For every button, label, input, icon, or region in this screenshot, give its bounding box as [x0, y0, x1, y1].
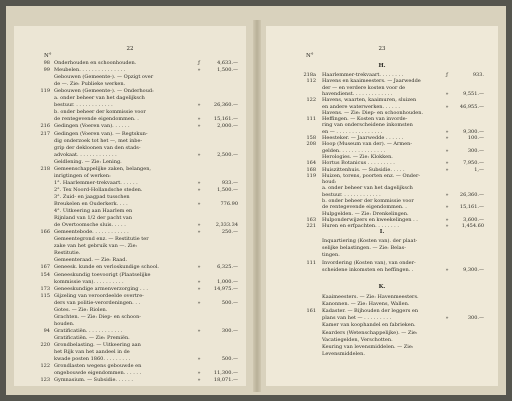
right-page — [266, 26, 498, 386]
entry-amount: 500.— — [221, 299, 238, 306]
entry-row — [14, 363, 246, 369]
entry-amount: 26,360.— — [213, 102, 238, 109]
entry-row — [266, 129, 498, 135]
entry-number: 218 — [40, 165, 50, 172]
entry-row — [266, 141, 498, 147]
entry-text: bestuur. . . . . . . . . . . . . — [54, 102, 113, 109]
entry-text: Havens en kaaimeesters. — Jaarwedde — [322, 78, 421, 85]
entry-text: Kadaster. — Bijhouden der leggers en — [322, 308, 419, 315]
entry-row — [266, 301, 498, 307]
entry-row — [266, 267, 498, 273]
entry-text: Gedingen (Voeren van). . . . . . — [54, 123, 130, 130]
entry-amount: 100.— — [467, 135, 484, 141]
entry-text: Keuring van levensmiddelen. — Zie: — [322, 343, 414, 350]
entry-number: 111 — [306, 259, 316, 266]
entry-row — [14, 314, 246, 320]
entry-text: Hulpgelden. — Zie: Drenkelingen. — [322, 210, 409, 217]
entry-text: Geneeskundige armenverzorging . . . — [54, 285, 148, 292]
entry-text: Vacatiegelden, Verschotten. — [322, 336, 393, 343]
entry-text: Onderhouden en schoonhouden. — [54, 60, 137, 66]
entry-number: 119 — [40, 88, 50, 95]
entry-text: de —. Zie: Publieke werken. — [54, 81, 126, 88]
entry-row — [14, 166, 246, 172]
entry-row — [266, 179, 498, 185]
entry-text: 1°. Haarlemmer-trekvaart. . . . . . — [54, 179, 138, 186]
entry-amount: 11,300.— — [213, 370, 238, 377]
entry-text: Hoop (Museum van der). — Armen- — [322, 141, 413, 148]
entry-text: Levensmiddelen. — [322, 350, 365, 357]
entry-row — [14, 243, 246, 249]
currency-mark: » — [197, 116, 201, 123]
entry-row — [14, 236, 246, 242]
entry-row — [14, 272, 246, 278]
entry-text: Geneesk. kunde en verloskundige school. — [54, 264, 160, 271]
currency-mark: » — [197, 67, 201, 74]
entry-amount: 1,500.— — [217, 186, 238, 193]
entry-text: Gemeentebode. . . . . . . . . . . . — [54, 229, 129, 236]
currency-mark: » — [197, 151, 201, 158]
currency-mark: ƒ — [198, 60, 200, 66]
entry-text: tingen. — [322, 252, 340, 259]
entry-text: dig onderzoek tot het —, met inbe- — [54, 137, 143, 144]
currency-mark: ƒ — [446, 72, 448, 78]
entry-text: Gratificatiën. — Zie: Premiën. — [54, 334, 130, 341]
entry-text: advokaat. . . . . . . . . . . . . — [54, 151, 117, 158]
entry-row — [14, 152, 246, 158]
currency-mark: » — [445, 216, 449, 223]
section-heading-k: K. — [378, 284, 386, 290]
entry-text: ring van onderscheidene inkomsten — [322, 122, 413, 129]
entry-text: en andere waterwerken. . . . . . — [322, 103, 401, 110]
currency-mark: » — [445, 223, 449, 230]
entry-row — [14, 67, 246, 73]
entry-text: selijke belastingen. — Zie: Belas- — [322, 245, 406, 252]
entry-row — [14, 123, 246, 129]
entry-number: 216 — [40, 123, 50, 130]
entry-amount: 933.— — [221, 179, 238, 186]
entry-row — [266, 72, 498, 78]
entry-text: houd: — [322, 179, 337, 186]
entry-text: Heffingen. — Kosten van invorde- — [322, 116, 408, 123]
entry-text: ders van politie-verordeningen. . . — [54, 299, 141, 306]
entry-amount: 1,454.60 — [461, 223, 484, 230]
entry-number: 168 — [306, 166, 316, 173]
entry-number: 166 — [40, 229, 50, 236]
entry-amount: 14,975.— — [213, 285, 238, 292]
entry-row — [14, 81, 246, 87]
entry-text: Haarlemmer-trekvaart. . . . . . . . — [322, 72, 404, 78]
entry-row — [266, 211, 498, 217]
entry-row — [266, 185, 498, 191]
entry-text: en — . . . . . . . . . . . . . . . — [322, 128, 383, 135]
entry-row — [14, 229, 246, 235]
entry-text: plans van het — . . . . . . . . . — [322, 315, 392, 322]
number-column-label: N° — [44, 53, 52, 59]
entry-number: 163 — [306, 216, 316, 223]
entry-text: kommissie van). . . . . . . . . . — [54, 278, 124, 285]
entry-row — [14, 342, 246, 348]
entry-number: 123 — [40, 377, 50, 384]
currency-mark: » — [197, 327, 201, 334]
entry-text: Gebouwen (Gemeente-). — Onderhoud: — [54, 88, 154, 95]
entry-row — [266, 167, 498, 173]
entry-row — [14, 250, 246, 256]
entry-text: ongebouwde eigendommen. . . . . . — [54, 370, 142, 377]
page-number: 22 — [126, 46, 134, 52]
entry-number: 164 — [306, 160, 316, 167]
currency-mark: » — [197, 278, 201, 285]
entry-text: Hortus Botanicus . . . . . . . . . — [322, 160, 395, 167]
entry-text: Geldlening. — Zie: Lening. — [54, 158, 122, 165]
entry-text: Kamer van koophandel en fabrieken. — [322, 322, 416, 329]
currency-mark: » — [445, 266, 449, 273]
entry-text: Grachten. — Zie: Diep- en schoon- — [54, 313, 141, 320]
currency-mark: » — [197, 102, 201, 109]
entry-amount: 26,360.— — [459, 191, 484, 198]
entry-text: grip der dekloonen van den stads- — [54, 144, 141, 151]
entry-amount: 46,955.— — [459, 103, 484, 110]
entry-number: 119 — [306, 172, 316, 179]
entry-text: Restitutie. — [54, 250, 81, 257]
entry-number: 122 — [306, 97, 316, 104]
currency-mark: » — [445, 128, 449, 135]
entry-row — [266, 104, 498, 110]
entry-text: Geneeskundig toevoorigt (Plaatselijke — [54, 271, 151, 278]
entry-row — [14, 180, 246, 186]
entry-text: Grondbelasting. — Uitkeering aan — [54, 342, 141, 348]
entry-row — [14, 335, 246, 341]
entry-row — [14, 109, 246, 115]
page-number: 23 — [378, 46, 386, 52]
entry-row — [14, 60, 246, 66]
entry-row — [14, 208, 246, 214]
entry-amount: 933. — [472, 72, 484, 78]
entry-text: Kaaimeesters. — Zie: Havenmeesters. — [322, 294, 419, 300]
entry-row — [266, 322, 498, 328]
entry-number: 98 — [43, 60, 50, 66]
currency-mark: » — [445, 191, 449, 198]
entry-number: 94 — [43, 327, 50, 334]
entry-text: gelden. . . . . . . . . . . . . . . — [322, 147, 386, 154]
entry-amount: 300.— — [221, 327, 238, 334]
entry-text: houden. — [54, 320, 75, 327]
entry-text: de rentegevende eigendommen. . — [322, 204, 407, 211]
entry-text: de rentegevende eigendommen. . — [54, 116, 139, 123]
entry-row — [14, 201, 246, 207]
entry-row — [266, 315, 498, 321]
entry-row — [266, 91, 498, 97]
entry-text: scheidene inkomsten en heffingen. . — [322, 266, 414, 273]
entry-row — [14, 215, 246, 221]
entry-amount: 2,333.34 — [215, 222, 238, 229]
open-book — [6, 6, 506, 395]
entry-amount: 300.— — [467, 315, 484, 322]
entry-amount: 500.— — [221, 356, 238, 363]
entry-row — [266, 78, 498, 84]
entry-text: Kearders (Wetenschappelijke). — Zie: — [322, 329, 418, 336]
entry-row — [266, 173, 498, 179]
entry-number: 218a — [303, 72, 316, 78]
entry-text: Herologies. — Zie: Klokken. — [322, 153, 393, 160]
entry-row — [14, 74, 246, 80]
currency-mark: » — [197, 179, 201, 186]
section-heading-i: I. — [379, 229, 385, 235]
entry-text: Gymnasium. — Subsidie. . . . . . — [54, 377, 133, 384]
entry-text: de Overtoomsche sluis. . . . . — [54, 222, 126, 229]
book-spine — [253, 20, 261, 392]
entry-row — [14, 321, 246, 327]
entry-row — [266, 154, 498, 160]
entry-amount: 7,950.— — [463, 160, 484, 167]
entry-text: 3°. Zuid- en jaagpad tusschen — [54, 193, 130, 200]
entry-row — [266, 110, 498, 116]
entry-row — [266, 135, 498, 141]
entry-text: b. onder beheer der kommissie voor — [54, 109, 146, 116]
entry-amount: 9,300.— — [463, 266, 484, 273]
entry-row — [266, 294, 498, 300]
entry-row — [266, 85, 498, 91]
entry-text: Gemeenteraad. — Zie: Raad. — [54, 257, 128, 264]
entry-text: Gemeentegrond enz. — Restitutie ter — [54, 236, 149, 243]
currency-mark: » — [197, 222, 201, 229]
entry-row — [14, 102, 246, 108]
entry-row — [266, 217, 498, 223]
number-column-label: N° — [306, 53, 314, 59]
entry-number: 122 — [40, 363, 50, 370]
entry-number: 220 — [40, 342, 50, 348]
currency-mark: » — [445, 90, 449, 97]
entry-number: 208 — [306, 141, 316, 148]
currency-mark: » — [197, 285, 201, 292]
currency-mark: » — [445, 315, 449, 322]
currency-mark: » — [445, 103, 449, 110]
entry-amount: 9,300.— — [463, 128, 484, 135]
entry-text: Havens. — Zie: Diep- en schoonhouden. — [322, 109, 424, 116]
currency-mark: » — [197, 299, 201, 306]
entry-number: 158 — [306, 135, 316, 141]
entry-text: b. onder beheer der kommissie voor — [322, 198, 414, 204]
entry-row — [266, 308, 498, 314]
entry-text: Gratificatiën. . . . . . . . . . . . — [54, 327, 123, 334]
entry-text: Huizen, torens, poorten enz. — Onder- — [322, 172, 421, 179]
entry-amount: 2,500.— — [217, 151, 238, 158]
entry-text: Rijnland van 1/2 der pacht van — [54, 215, 132, 222]
entry-row — [266, 122, 498, 128]
entry-row — [14, 159, 246, 165]
entry-row — [266, 252, 498, 258]
entry-text: Huiszittenhuis. — Subsidie. . . . . — [322, 166, 405, 173]
entry-row — [14, 370, 246, 376]
currency-mark: » — [197, 229, 201, 236]
entry-amount: 2,000.— — [217, 123, 238, 130]
currency-mark: » — [197, 123, 201, 130]
entry-row — [266, 337, 498, 343]
entry-text: Gotes. — Zie: Riolen. — [54, 306, 108, 313]
entry-row — [14, 187, 246, 193]
entry-row — [266, 198, 498, 204]
entry-text: Kanonnen. — Zie: Havens, Wallen. — [322, 301, 410, 308]
entry-number: 111 — [306, 116, 316, 123]
entry-amount: 15,161.— — [459, 204, 484, 211]
entry-row — [14, 300, 246, 306]
entry-amount: 18,071.— — [213, 377, 238, 384]
entry-row — [14, 264, 246, 270]
entry-text: havendienst. . . . . . . . . . . . . — [322, 90, 393, 97]
entry-amount: 15,161.— — [213, 116, 238, 123]
entry-number: 115 — [40, 292, 50, 299]
entry-row — [14, 131, 246, 137]
entry-text: Gemeenschappelijke zaken, belangen, — [54, 165, 152, 172]
entry-amount: 3,600.— — [463, 216, 484, 223]
entry-text: der — en verdere kosten voor de — [322, 84, 406, 91]
entry-text: Huren en erfpachten. . . . . . . . — [322, 223, 399, 230]
entry-amount: 4,633.— — [217, 60, 238, 66]
entry-text: Havens, waarten, kaaimuren, sluizen — [322, 97, 417, 104]
entry-row — [14, 307, 246, 313]
entry-row — [266, 344, 498, 350]
entry-text: Meubelen. . . . . . . . . . . . . . . — [54, 67, 126, 74]
entry-row — [14, 349, 246, 355]
entry-text: het Rijk van het aandeel in de — [54, 349, 130, 356]
entry-text: Inquartiering (Kosten van). der plaat- — [322, 238, 418, 244]
entry-row — [266, 204, 498, 210]
entry-amount: 250.— — [221, 229, 238, 236]
entry-number: 217 — [40, 130, 50, 137]
entry-amount: 776.90 — [220, 201, 238, 207]
entry-row — [266, 97, 498, 103]
entry-row — [14, 173, 246, 179]
entry-text: Breukelen en Ouderkerk. . . . — [54, 201, 128, 207]
currency-mark: » — [197, 370, 201, 377]
entry-amount: 9,551.— — [463, 90, 484, 97]
entry-row — [14, 328, 246, 334]
entry-number: 173 — [40, 285, 50, 292]
entry-text: Gijzeling van veroordeelde overtre- — [54, 292, 144, 299]
currency-mark: » — [197, 264, 201, 271]
entry-text: 4°. Uitkeering aan Haarlem en — [54, 208, 133, 215]
entry-amount: 1,000.— — [217, 278, 238, 285]
currency-mark: » — [445, 204, 449, 211]
currency-mark: » — [445, 147, 449, 154]
currency-mark: » — [197, 186, 201, 193]
entry-amount: 6,325.— — [217, 264, 238, 271]
entry-text: Gebouwen (Gemeente-). — Opzigt over — [54, 74, 154, 81]
currency-mark: » — [197, 201, 201, 207]
entry-number: 167 — [40, 264, 50, 271]
entry-number: 221 — [306, 223, 316, 230]
entry-text: 2°. Tex Noord-Hollandsche steden. — [54, 186, 143, 193]
currency-mark: » — [445, 166, 449, 173]
entry-row — [14, 293, 246, 299]
entry-text: Grondlasten wegens gebouwde en — [54, 363, 142, 370]
entry-amount: 1,500.— — [217, 67, 238, 74]
entry-row — [14, 116, 246, 122]
entry-text: Gedingen (Voeren van). — Regtskun- — [54, 130, 148, 137]
left-page — [14, 26, 246, 386]
entry-row — [14, 377, 246, 383]
entry-text: bestuur. . . . . . . . . . . . . — [322, 191, 381, 198]
entry-amount: 1,— — [474, 166, 484, 173]
entry-text: kwade posten 1860. . . . . . . . . — [54, 356, 131, 363]
currency-mark: » — [445, 160, 449, 167]
entry-row — [14, 194, 246, 200]
entry-row — [266, 351, 498, 357]
entry-number: 112 — [306, 78, 316, 85]
currency-mark: » — [197, 377, 201, 384]
entry-text: inrigtingen of werken: — [54, 172, 111, 179]
entry-text: a. onder beheer van het dagelijksch — [322, 185, 413, 192]
entry-row — [14, 138, 246, 144]
entry-row — [266, 192, 498, 198]
entry-text: Hulponderwijzers en kweekelingen . . — [322, 216, 418, 223]
entry-row — [266, 260, 498, 266]
entry-row — [266, 116, 498, 122]
entry-row — [14, 356, 246, 362]
entry-text: a. onder beheer van het dagelijksch — [54, 95, 145, 102]
entry-row — [14, 279, 246, 285]
entry-text: Invordering (Kosten van), van onder- — [322, 259, 416, 266]
entry-number: 154 — [40, 271, 50, 278]
currency-mark: » — [445, 135, 449, 141]
entry-row — [14, 95, 246, 101]
entry-amount: 300.— — [467, 147, 484, 154]
entry-number: 161 — [306, 308, 316, 315]
entry-row — [266, 245, 498, 251]
entry-row — [266, 148, 498, 154]
entry-row — [266, 330, 498, 336]
currency-mark: » — [197, 356, 201, 363]
entry-row — [266, 238, 498, 244]
entry-row — [14, 286, 246, 292]
entry-number: 99 — [43, 67, 50, 74]
entry-text: Heesteker. — Jaarwedde . . . . . . — [322, 135, 404, 141]
entry-row — [14, 222, 246, 228]
entry-row — [14, 88, 246, 94]
entry-row — [266, 160, 498, 166]
section-heading-h: H. — [378, 63, 386, 69]
entry-text: zake van het gebruik van —. Zie: — [54, 243, 138, 250]
entry-row — [14, 257, 246, 263]
entry-row — [14, 145, 246, 151]
